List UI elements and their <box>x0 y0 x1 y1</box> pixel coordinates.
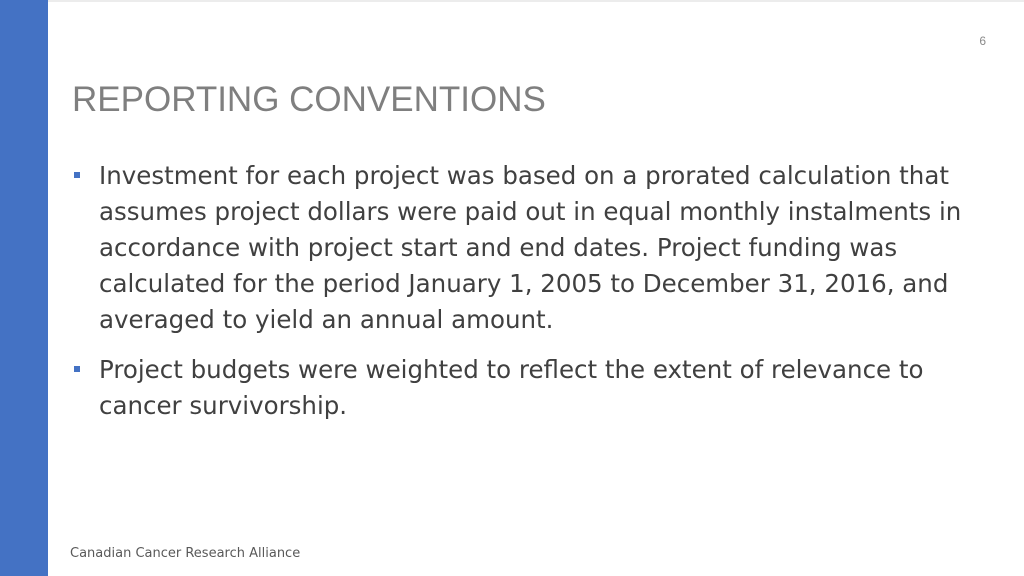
slide-title: REPORTING CONVENTIONS <box>72 80 546 119</box>
slide-number: 6 <box>979 34 986 48</box>
square-bullet-icon <box>74 172 80 178</box>
bullet-text: Investment for each project was based on a prorated calculation that assumes project dollars were paid out in equal monthly instalments in accordance with project start and end dates. Project funding was calculated for the period January 1, 2005 to December 31, 2016, and averaged to yield an annual amount. <box>99 161 962 334</box>
bullet-text: Project budgets were weighted to reflect the extent of relevance to cancer survivorship. <box>99 355 924 420</box>
top-divider <box>48 0 1024 2</box>
footer-organization: Canadian Cancer Research Alliance <box>70 546 301 561</box>
bullet-list <box>72 158 1002 438</box>
square-bullet-icon <box>74 366 80 372</box>
left-accent-bar <box>0 0 48 576</box>
bullet-item <box>72 352 1002 424</box>
bullet-item <box>72 158 1002 338</box>
